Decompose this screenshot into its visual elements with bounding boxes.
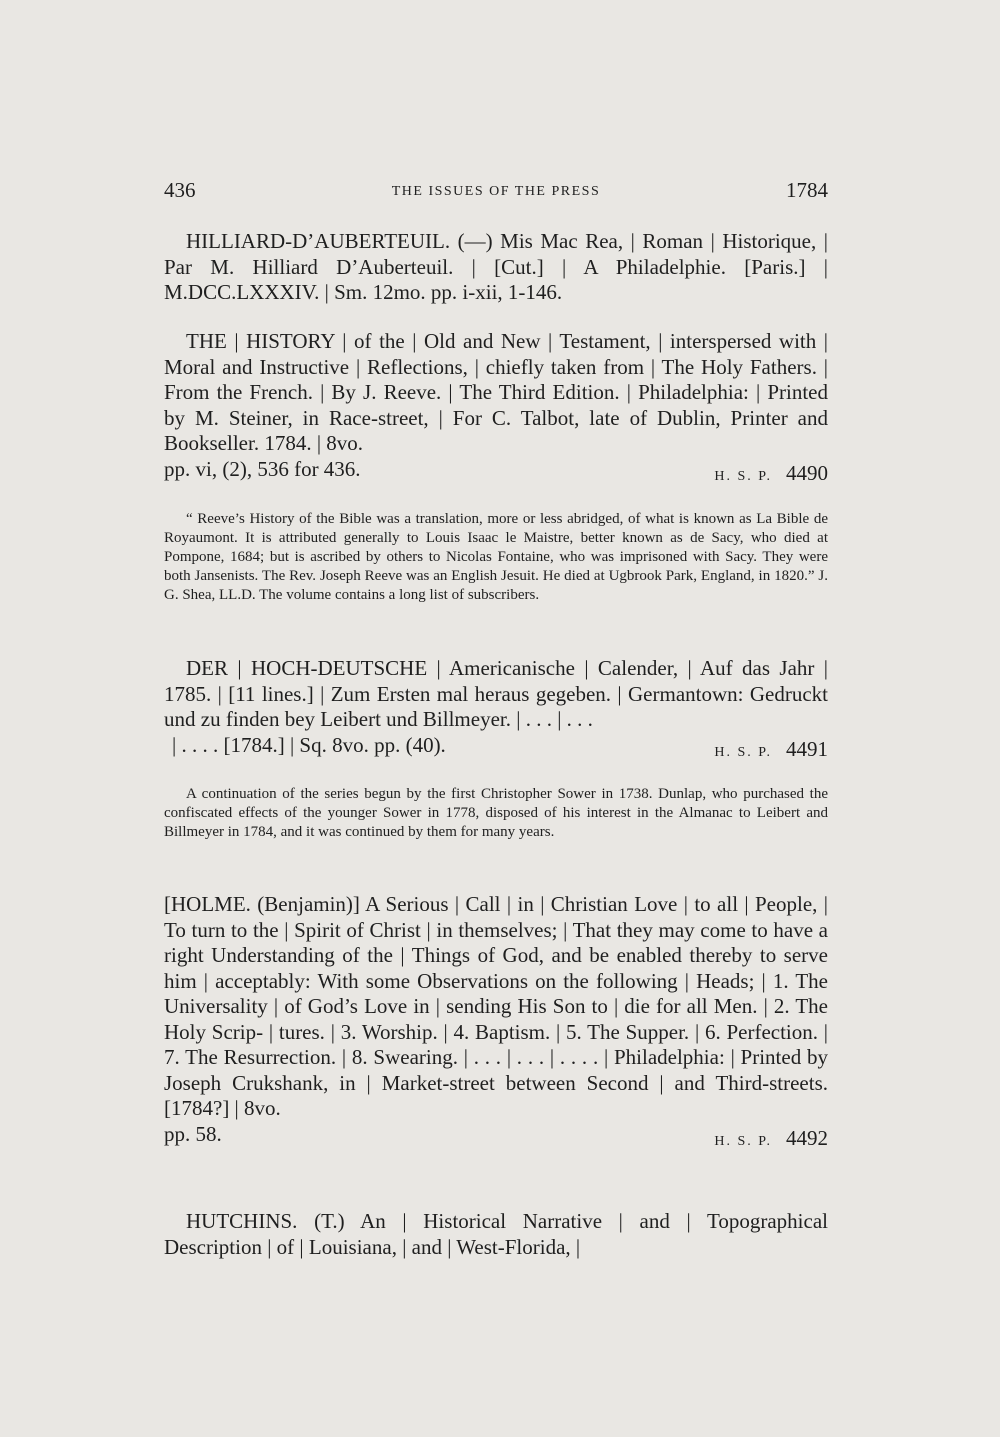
collation: | . . . . [1784.] | Sq. 8vo. pp. (40). [172, 732, 446, 757]
location-ref [714, 461, 828, 490]
location-ref [714, 1126, 828, 1155]
header-year: 1784 [786, 178, 828, 202]
entry-hutchins [164, 1209, 828, 1260]
collation: pp. 58. [164, 1121, 222, 1146]
page-header [164, 178, 828, 208]
entry-text: HILLIARD-D’AUBERTEUIL. (—) Mis Mac Rea, | Roman | Historique, | Par M. Hilliard D’Auberteuil. | [Cut.] | A Philadelphie. [Paris.] | M.DCC.LXXXIV. | Sm. 12mo. pp. i-xii, 1-146. [164, 229, 828, 304]
entry-last-line [164, 1122, 828, 1155]
entry-last-line [164, 733, 828, 766]
entry-note: “ Reeve’s History of the Bible was a translation, more or less abridged, of what is known as La Bible de Royaumont. It is attributed generally to Louis Isaac le Maistre, better known as de Sacy, who died at Pompone, 1684; but is ascribed by others to Nicolas Fontaine, who was imprisoned with Sacy. They were both Jansenists. The Rev. Joseph Reeve was an English Jesuit. He died at Ugbrook Park, England, in 1820.” J. G. Shea, LL.D. The volume contains a long list of subscribers. [164, 511, 828, 603]
entry-text: THE | HISTORY | of the | Old and New | Testament, | interspersed with | Moral and Instructive | Reflections, | chiefly taken from | The Holy Fathers. | From the French. | By J. Reeve. | The Third Edition. | Philadelphia: | Printed by M. Steiner, in Race-street, | For C. Talbot, late of Dublin, Printer and Bookseller. 1784. | 8vo. [164, 329, 828, 455]
entry-last-line [164, 457, 828, 490]
entry-4492 [164, 892, 828, 1154]
entry-note: A continuation of the series begun by the first Christopher Sower in 1738. Dunlap, who purchased the confiscated effects of the younger Sower in 1778, disposed of his interest in the Almanac to Leibert and Billmeyer in 1784, and it was continued by them for many years. [164, 786, 828, 840]
entry-hilliard [164, 229, 828, 306]
entry-text: [HOLME. (Benjamin)] A Serious | Call | in | Christian Love | to all | People, | To turn to the | Spirit of Christ | in themselves; | That they may come to have a right Understanding of the | Things of God, and be enabled thereby to serve him | acceptably: With some Observations on the following | Heads; | 1. The Universality | of God’s Love in | sending His Son to | die for all Men. | 2. The Holy Scrip- | tures. | 3. Worship. | 4. Baptism. | 5. The Supper. | 6. Perfection. | 7. The Resurrection. | 8. Swearing. | . . . | . . . | . . . . | Philadelphia: | Printed by Joseph Crukshank, in | Market-street between Second | and Third-streets. [1784?] | 8vo. [164, 892, 828, 1120]
entry-number: 4491 [786, 736, 828, 761]
page-number: 436 [164, 178, 196, 202]
entry-number: 4492 [786, 1125, 828, 1150]
location-ref [714, 737, 828, 766]
running-head: THE ISSUES OF THE PRESS [391, 184, 601, 199]
entry-4490 [164, 329, 828, 605]
library-code: H. S. P. [714, 468, 772, 484]
library-code: H. S. P. [714, 1133, 772, 1149]
entry-text: HUTCHINS. (T.) An | Historical Narrative | and | Topographical Description | of | Louisiana, | and | West-Florida, | [164, 1209, 828, 1259]
library-code: H. S. P. [714, 744, 772, 760]
collation: pp. vi, (2), 536 for 436. [164, 456, 361, 481]
entry-4491 [164, 656, 828, 842]
entry-number: 4490 [786, 460, 828, 485]
entry-text: DER | HOCH-DEUTSCHE | Americanische | Calender, | Auf das Jahr | 1785. | [11 lines.] | Zum Ersten mal heraus gegeben. | Germantown: Gedruckt und zu finden bey Leibert und Billmeyer. | . . . | . . . [164, 656, 828, 731]
